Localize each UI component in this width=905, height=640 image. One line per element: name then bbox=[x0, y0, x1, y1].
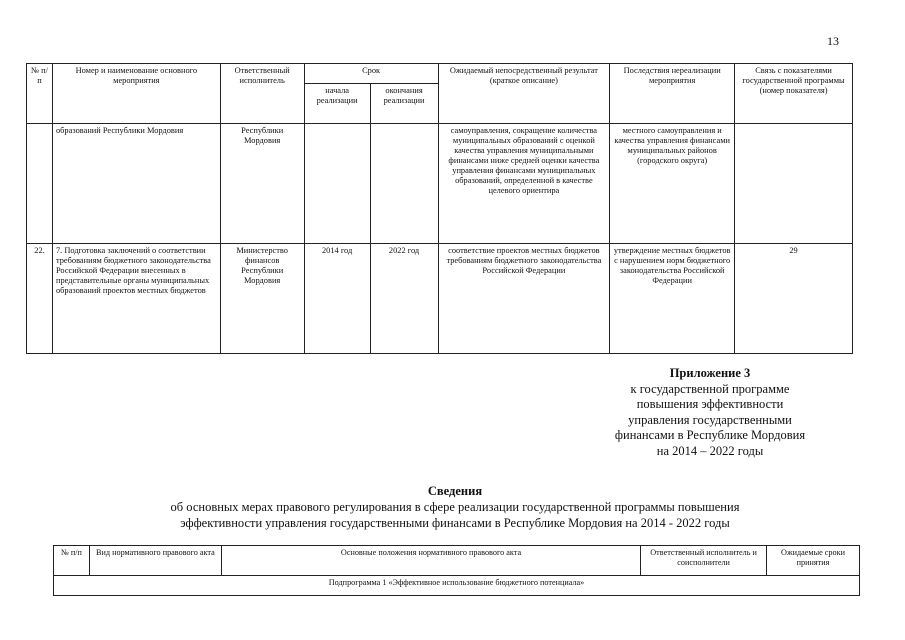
row-consequences: утверждение местных бюджетов с нарушением норм бюджетного законодательства Российской Федерации bbox=[610, 244, 735, 354]
section-title: Сведения bbox=[427, 484, 483, 498]
row-start: 2014 год bbox=[304, 244, 370, 354]
row-name: образований Республики Мордовия bbox=[52, 124, 220, 244]
row-num: 22. bbox=[27, 244, 53, 354]
section-subtitle-line: эффективности управления государственными финансами в Республике Мордовия на 2014 - 2022 годы bbox=[180, 516, 730, 530]
appendix-title: Приложение 3 bbox=[669, 366, 751, 380]
row-result: соответствие проектов местных бюджетов требованиям бюджетного законодательства Российской Федерации bbox=[438, 244, 610, 354]
row-name: 7. Подготовка заключений о соответствии требованиям бюджетного законодательства Российской Федерации внесенных в представительные органы муниципальных образований проектов местных бюджетов bbox=[52, 244, 220, 354]
row-result: самоуправления, сокращение количества муниципальных образований с оценкой качества управления муниципальными финансами ниже средней оценки качества управления финансами муниципальных образований, определенной в качестве целевого ориентира bbox=[438, 124, 610, 244]
row-executor: Республики Мордовия bbox=[220, 124, 304, 244]
header-link: Связь с показателями государственной программы (номер показателя) bbox=[735, 64, 853, 124]
section-subtitle-line: об основных мерах правового регулирования в сфере реализации государственной программы повышения bbox=[170, 500, 740, 514]
table-row bbox=[27, 124, 853, 244]
appendix-line: финансами в Республике Мордовия bbox=[614, 428, 806, 442]
header-consequences: Последствия нереализации мероприятия bbox=[610, 64, 735, 124]
appendix-line: повышения эффективности bbox=[636, 397, 784, 411]
appendix-line: на 2014 – 2022 годы bbox=[656, 443, 764, 458]
row-end: 2022 год bbox=[370, 244, 438, 354]
header-num: № п/п bbox=[27, 64, 53, 124]
appendix-line: к государственной программе bbox=[630, 381, 790, 396]
header-executor: Ответственный исполнитель и соисполнители bbox=[641, 546, 767, 576]
header-result: Ожидаемый непосредственный результат (краткое описание) bbox=[438, 64, 610, 124]
row-end bbox=[370, 124, 438, 244]
header-num: № п/п bbox=[54, 546, 90, 576]
row-start bbox=[304, 124, 370, 244]
row-link: 29 bbox=[735, 244, 853, 354]
table-row bbox=[27, 244, 853, 354]
legal-measures-table bbox=[53, 545, 860, 596]
appendix-block bbox=[580, 366, 840, 459]
page-number: 13 bbox=[827, 34, 839, 48]
row-link bbox=[735, 124, 853, 244]
measures-table bbox=[26, 63, 853, 354]
header-deadline: Ожидаемые сроки принятия bbox=[767, 546, 860, 576]
header-provisions: Основные положения нормативного правового акта bbox=[221, 546, 640, 576]
section-heading bbox=[60, 483, 850, 531]
appendix-line: управления государственными bbox=[628, 412, 792, 427]
header-end: окончания реализации bbox=[370, 84, 438, 124]
header-start: начала реализации bbox=[304, 84, 370, 124]
row-executor: Министерство финансов Республики Мордовия bbox=[220, 244, 304, 354]
header-name: Номер и наименование основного мероприятия bbox=[52, 64, 220, 124]
header-executor: Ответственный исполнитель bbox=[220, 64, 304, 124]
subprogram-row: Подпрограмма 1 «Эффективное использование бюджетного потенциала» bbox=[54, 576, 860, 596]
row-consequences: местного самоуправления и качества управления финансами муниципальных районов (городского округа) bbox=[610, 124, 735, 244]
header-term: Срок bbox=[304, 64, 438, 84]
header-act-type: Вид нормативного правового акта bbox=[89, 546, 221, 576]
row-num bbox=[27, 124, 53, 244]
